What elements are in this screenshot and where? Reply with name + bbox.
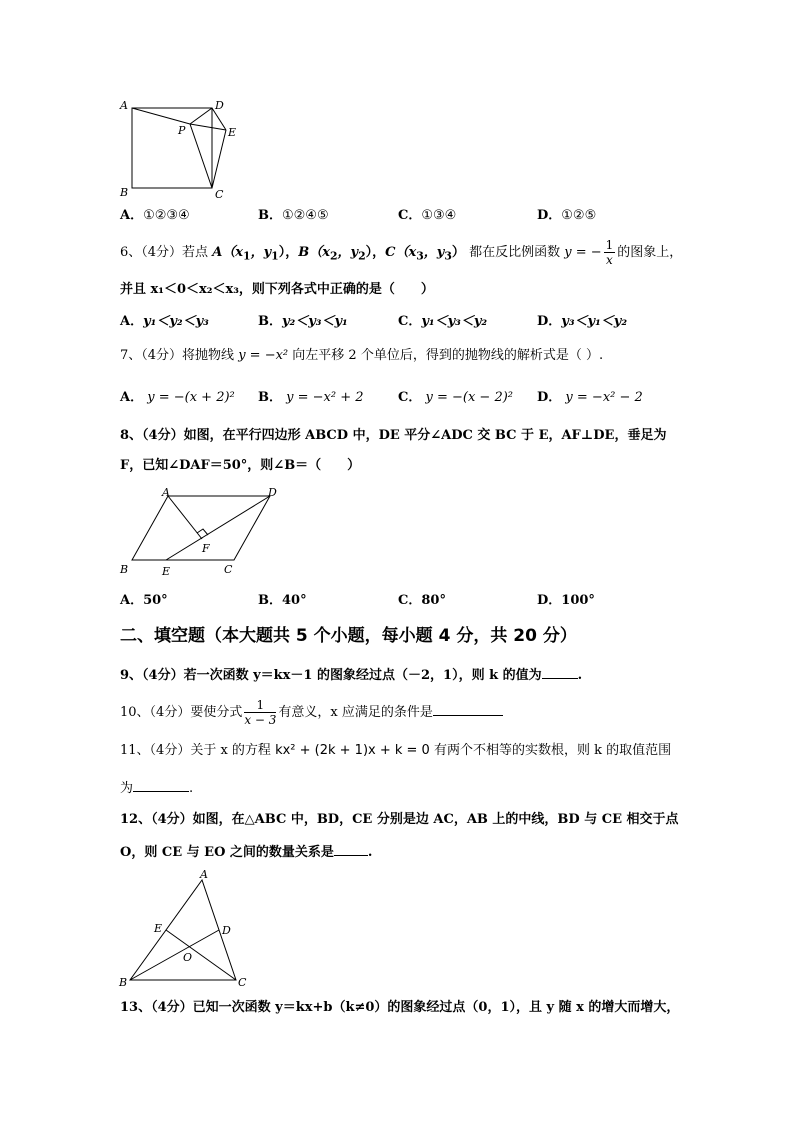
q5-option-c[interactable]: C．①③④ <box>398 208 457 223</box>
q10-answer-blank[interactable] <box>433 703 503 716</box>
q7-stem: 7、（4分）将抛物线 y = −x² 向左平移 2 个单位后，得到的抛物线的解析式是（ ）. <box>120 348 604 363</box>
q8-line2: F，已知∠DAF＝50°，则∠B＝（ ） <box>120 458 361 473</box>
label-A: A <box>200 868 208 881</box>
label-P: P <box>178 124 186 137</box>
label-D: D <box>268 486 277 499</box>
label-E: E <box>228 126 237 139</box>
q5-option-b[interactable]: B．①②④⑤ <box>258 208 329 223</box>
parallelogram-figure <box>116 484 286 578</box>
q6-option-b[interactable]: B．y₂＜y₃＜y₁ <box>258 314 348 329</box>
q8-option-a[interactable]: A．50° <box>120 593 168 608</box>
label-O: O <box>183 951 193 964</box>
q6-option-c[interactable]: C．y₁＜y₃＜y₂ <box>398 314 488 329</box>
q12-answer-blank[interactable] <box>334 843 368 856</box>
q13-line1: 13、（4分）已知一次函数 y＝kx+b（k≠0）的图象经过点（0，1），且 y 随 x 的增大而增大， <box>120 1000 680 1015</box>
square-figure <box>118 96 248 202</box>
label-A: A <box>120 99 128 112</box>
q5-option-a[interactable]: A．①②③④ <box>120 208 190 223</box>
q6-line2: 并且 x₁＜0＜x₂＜x₃，则下列各式中正确的是（ ） <box>120 282 434 297</box>
q6-fraction: $\frac{1}{x}$ <box>605 238 614 267</box>
label-B: B <box>119 976 128 989</box>
label-E: E <box>162 565 171 578</box>
q6-option-d[interactable]: D．y₃＜y₁＜y₂ <box>537 314 628 329</box>
q11-stem: 11、（4分）关于 x 的方程 kx² + (2k + 1)x + k = 0 有两个不相等的实数根，则 k 的取值范围 <box>120 743 672 758</box>
label-C: C <box>224 563 233 576</box>
label-F: F <box>202 542 210 555</box>
q7-option-a[interactable]: A． y = −(x + 2)² <box>120 390 235 405</box>
label-C: C <box>238 976 247 989</box>
label-B: B <box>120 563 129 576</box>
label-D: D <box>222 924 231 937</box>
label-E: E <box>154 922 163 935</box>
q6-option-a[interactable]: A．y₁＜y₂＜y₃ <box>120 314 209 329</box>
q7-option-c[interactable]: C． y = −(x − 2)² <box>398 390 514 405</box>
label-B: B <box>120 186 129 199</box>
label-C: C <box>215 188 224 201</box>
q11-answer-blank[interactable] <box>133 779 189 792</box>
triangle-figure <box>116 868 256 990</box>
q8-option-c[interactable]: C．80° <box>398 593 446 608</box>
q9-stem: 9、（4分）若一次函数 y＝kx－1 的图象经过点（－2，1），则 k 的值为 . <box>120 668 583 683</box>
q8-option-d[interactable]: D．100° <box>537 593 595 608</box>
q8-option-b[interactable]: B．40° <box>258 593 307 608</box>
q12-line1: 12、（4分）如图，在△ABC 中，BD，CE 分别是边 AC，AB 上的中线，BD 与 CE 相交于点 <box>120 812 679 827</box>
q11-line2: 为 . <box>120 781 194 796</box>
q5-option-d[interactable]: D．①②⑤ <box>537 208 597 223</box>
q7-option-b[interactable]: B． y = −x² + 2 <box>258 390 364 405</box>
q12-line2: O，则 CE 与 EO 之间的数量关系是 . <box>120 845 373 860</box>
label-D: D <box>215 99 224 112</box>
section-heading: 二、填空题（本大题共 5 个小题，每小题 4 分，共 20 分） <box>120 626 577 646</box>
q7-option-d[interactable]: D． y = −x² − 2 <box>537 390 643 405</box>
q10-stem: 10、（4分）要使分式 $\frac{1}{x - 3}$ 有意义，x 应满足的条件是 <box>120 696 503 730</box>
q9-answer-blank[interactable] <box>542 666 578 679</box>
q10-fraction: $\frac{1}{x - 3}$ <box>244 698 277 727</box>
q6-stem: 6、（4分）若点 $A(x_1$，$y_1$），$B(x_2$，$y_2$），$C(x_3$，$y_3$） 都在反比例函数 y = − $\frac{1}{x}$ 的图象上， <box>120 238 683 267</box>
label-A: A <box>162 486 170 499</box>
q8-line1: 8、（4分）如图，在平行四边形 ABCD 中，DE 平分∠ADC 交 BC 于 E，AF⊥DE，垂足为 <box>120 428 667 443</box>
